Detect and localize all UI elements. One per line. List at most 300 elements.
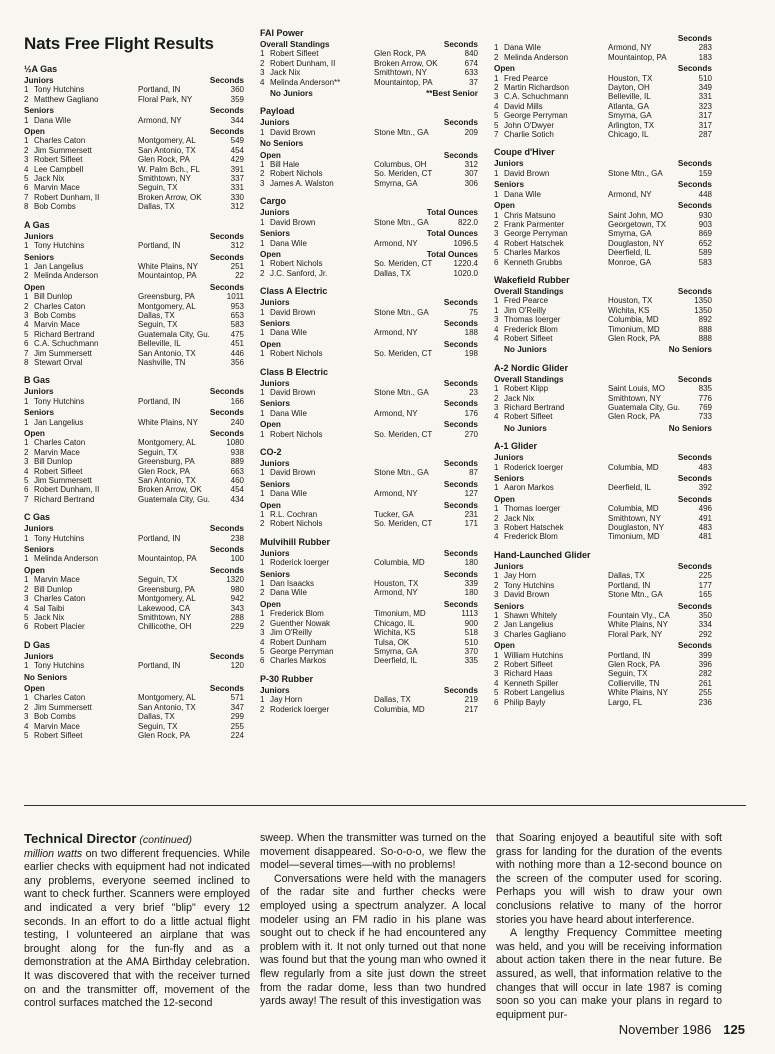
- result-row: [494, 630, 712, 639]
- result-row: [494, 669, 712, 678]
- place: 2: [260, 268, 265, 278]
- units-label: Seconds: [677, 286, 712, 296]
- class-header: [494, 562, 712, 571]
- result-row: [494, 611, 712, 620]
- score: 840: [464, 49, 478, 59]
- place: 1: [260, 349, 265, 359]
- hometown: Smyrna, GA: [374, 646, 418, 656]
- result-row: [24, 183, 244, 192]
- event-title: Class A Electric: [260, 286, 328, 297]
- place: 4: [494, 324, 499, 334]
- result-row: [24, 262, 244, 271]
- score: 312: [230, 202, 244, 212]
- hometown: San Antonio, TX: [138, 476, 196, 486]
- result-row: [494, 130, 712, 139]
- result-row: [260, 638, 478, 647]
- place: 3: [260, 628, 265, 638]
- score: 359: [230, 94, 244, 104]
- result-row: [260, 169, 478, 178]
- note-text: No Juniors: [504, 423, 547, 433]
- event-section: [260, 367, 478, 439]
- result-row: [24, 703, 244, 712]
- class-header: [24, 106, 244, 115]
- hometown: Stone Mtn., GA: [374, 127, 429, 137]
- units-label: Seconds: [443, 569, 478, 579]
- competitor-name: Bob Combs: [34, 202, 76, 212]
- result-row: [24, 302, 244, 311]
- result-row: [24, 339, 244, 348]
- score: 930: [698, 210, 712, 220]
- score: 889: [230, 457, 244, 467]
- result-row: [260, 218, 478, 227]
- result-row: [260, 695, 478, 704]
- place: 2: [24, 271, 29, 281]
- hometown: Douglaston, NY: [608, 238, 665, 248]
- hometown: Mountaintop, PA: [374, 77, 433, 87]
- competitor-name: Shawn Whitely: [504, 610, 557, 620]
- units-label: Seconds: [209, 76, 244, 85]
- result-row: [24, 495, 244, 504]
- place: 6: [24, 622, 29, 632]
- hometown: Floral Park, NY: [608, 629, 663, 639]
- note-right: No Seniors: [668, 345, 712, 355]
- score: 938: [230, 447, 244, 457]
- result-row: [24, 330, 244, 339]
- result-row: [260, 179, 478, 188]
- result-row: [260, 579, 478, 588]
- note-right: No Seniors: [668, 423, 712, 433]
- competitor-name: Jay Horn: [504, 571, 537, 581]
- units-label: Seconds: [677, 474, 712, 484]
- score: 653: [230, 310, 244, 320]
- place: 1: [494, 73, 499, 83]
- score: 733: [698, 412, 712, 422]
- score: 331: [230, 183, 244, 193]
- class-label: Open: [494, 494, 515, 504]
- class-header: [494, 159, 712, 168]
- competitor-name: Melinda Anderson: [34, 271, 99, 281]
- result-row: [24, 95, 244, 104]
- result-row: [24, 457, 244, 466]
- result-row: [24, 320, 244, 329]
- result-row: [494, 229, 712, 238]
- class-header: [494, 474, 712, 483]
- place: 5: [494, 688, 499, 698]
- units-label: Seconds: [443, 479, 478, 489]
- hometown: Monroe, GA: [608, 257, 652, 267]
- score: 1350: [694, 296, 712, 306]
- result-row: [24, 476, 244, 485]
- hometown: Columbia, MD: [608, 462, 659, 472]
- class-label: Open: [24, 429, 45, 438]
- place: 1: [260, 238, 265, 248]
- note-right: **Best Senior: [426, 89, 478, 99]
- competitor-name: Bill Dunlop: [34, 457, 73, 467]
- score: 251: [230, 261, 244, 271]
- result-row: [24, 202, 244, 211]
- place: 3: [260, 178, 265, 188]
- competitor-name: Jim Summersett: [34, 702, 92, 712]
- hometown: So. Meriden, CT: [374, 429, 433, 439]
- class-label: Open: [260, 150, 281, 160]
- score: 339: [464, 579, 478, 589]
- competitor-name: Robert Sifleet: [504, 412, 553, 422]
- class-label: Juniors: [24, 231, 54, 241]
- hometown: San Antonio, TX: [138, 348, 196, 358]
- result-row: [494, 403, 712, 412]
- class-label: Seniors: [24, 106, 55, 116]
- competitor-name: George Perryman: [504, 229, 568, 239]
- units-label: Seconds: [209, 127, 244, 137]
- units-label: Total Ounces: [426, 229, 478, 239]
- class-header: [260, 501, 478, 510]
- competitor-name: Jim O'Reilly: [270, 628, 312, 638]
- class-label: Open: [24, 282, 45, 292]
- result-row: [260, 308, 478, 317]
- result-row: [24, 712, 244, 721]
- result-row: [494, 463, 712, 472]
- result-row: [494, 83, 712, 92]
- result-row: [260, 409, 478, 418]
- place: 5: [24, 329, 29, 339]
- score: 317: [698, 120, 712, 130]
- result-row: [260, 510, 478, 519]
- score: 460: [230, 476, 244, 486]
- class-header: [24, 232, 244, 241]
- competitor-name: William Hutchins: [504, 650, 564, 660]
- score: 335: [464, 656, 478, 666]
- results-column-2: [260, 28, 478, 722]
- class-header: [494, 453, 712, 462]
- score: 219: [464, 695, 478, 705]
- competitor-name: Frank Parmenter: [504, 219, 565, 229]
- place: 1: [24, 85, 29, 95]
- result-row: [494, 688, 712, 697]
- class-label: Juniors: [260, 548, 290, 558]
- result-row: [260, 430, 478, 439]
- competitor-name: Thomas Ioerger: [504, 315, 561, 325]
- event-section: [260, 196, 478, 278]
- place: 1: [494, 571, 499, 581]
- competitor-name: Roderick Ioerger: [270, 558, 330, 568]
- class-label: Open: [494, 641, 515, 651]
- score: 330: [230, 192, 244, 202]
- place: 2: [260, 704, 265, 714]
- class-label: Juniors: [494, 453, 524, 463]
- result-row: [260, 259, 478, 268]
- result-row: [24, 418, 244, 427]
- hometown: Largo, FL: [608, 697, 643, 707]
- hometown: Chicago, IL: [374, 618, 415, 628]
- result-row: [494, 571, 712, 580]
- hometown: Nashville, TN: [138, 357, 186, 367]
- place: 1: [260, 217, 265, 227]
- place: 5: [494, 111, 499, 121]
- hometown: Georgetown, TX: [608, 219, 667, 229]
- competitor-name: David Brown: [504, 168, 550, 178]
- score: 454: [230, 485, 244, 495]
- place: 5: [24, 730, 29, 740]
- competitor-name: James A. Walston: [270, 178, 334, 188]
- score: 491: [698, 513, 712, 523]
- competitor-name: Jim Summersett: [34, 145, 92, 155]
- event-section: [24, 220, 244, 368]
- event-section: [494, 363, 712, 433]
- event-title: Cargo: [260, 196, 287, 207]
- score: 589: [698, 248, 712, 258]
- hometown: White Plains, NY: [608, 688, 669, 698]
- competitor-name: Dana Wile: [270, 238, 307, 248]
- units-label: Seconds: [443, 500, 478, 510]
- competitor-name: Aaron Markos: [504, 483, 554, 493]
- hometown: Dayton, OH: [608, 83, 650, 93]
- competitor-name: Dana Wile: [270, 328, 307, 338]
- score: 177: [698, 580, 712, 590]
- score: 299: [230, 712, 244, 722]
- place: 6: [494, 697, 499, 707]
- hometown: Glen Rock, PA: [608, 412, 660, 422]
- score: 349: [698, 83, 712, 93]
- competitor-name: Charles Markos: [504, 248, 561, 258]
- units-label: Total Ounces: [426, 249, 478, 259]
- result-note: [260, 89, 478, 98]
- hometown: Guatemala City, Gu.: [138, 329, 210, 339]
- units-label: Seconds: [209, 387, 244, 397]
- score: 434: [230, 494, 244, 504]
- competitor-name: Charles Caton: [34, 301, 86, 311]
- hometown: Armond, NY: [138, 115, 182, 125]
- place: 2: [24, 702, 29, 712]
- class-header: [260, 229, 478, 238]
- competitor-name: Dana Wile: [270, 588, 307, 598]
- score: 337: [230, 174, 244, 184]
- units-label: Seconds: [209, 408, 244, 418]
- competitor-name: Jack Nix: [504, 393, 535, 403]
- place: 1: [24, 241, 29, 251]
- result-row: [24, 604, 244, 613]
- result-row: [260, 705, 478, 714]
- place: 1: [260, 160, 265, 170]
- competitor-name: Fred Pearce: [504, 73, 549, 83]
- event-section: [494, 275, 712, 355]
- result-row: [24, 467, 244, 476]
- competitor-name: Bob Combs: [34, 310, 76, 320]
- place: 6: [24, 339, 29, 349]
- units-label: Seconds: [443, 548, 478, 558]
- result-row: [494, 258, 712, 267]
- place: 3: [494, 590, 499, 600]
- result-row: [494, 53, 712, 62]
- score: 900: [464, 618, 478, 628]
- class-header: [260, 298, 478, 307]
- place: 2: [260, 58, 265, 68]
- place: 1: [24, 533, 29, 543]
- result-row: [24, 693, 244, 702]
- competitor-name: Bob Combs: [34, 712, 76, 722]
- hometown: Armond, NY: [374, 489, 418, 499]
- competitor-name: Melinda Anderson**: [270, 77, 341, 87]
- competitor-name: C.A. Schuchmann: [504, 92, 569, 102]
- competitor-name: Marvin Mace: [34, 320, 80, 330]
- place: 5: [24, 476, 29, 486]
- result-row: [24, 554, 244, 563]
- score: 454: [230, 145, 244, 155]
- hometown: Stone Mtn., GA: [374, 307, 429, 317]
- competitor-name: Melinda Anderson: [504, 52, 569, 62]
- units-label: Total Ounces: [426, 208, 478, 218]
- competitor-name: Lee Campbell: [34, 164, 84, 174]
- result-row: [260, 609, 478, 618]
- score: 165: [698, 590, 712, 600]
- hometown: Portland, IN: [138, 85, 181, 95]
- competitor-name: Fred Pearce: [504, 296, 549, 306]
- results-column-1: [24, 34, 244, 748]
- class-label: Seniors: [494, 180, 525, 190]
- place: 1: [24, 417, 29, 427]
- hometown: Houston, TX: [374, 579, 419, 589]
- result-row: [260, 628, 478, 637]
- hometown: Seguin, TX: [138, 721, 178, 731]
- score: 1096.5: [453, 238, 478, 248]
- class-label: Seniors: [260, 229, 291, 239]
- score: 769: [698, 403, 712, 412]
- place: 3: [494, 523, 499, 533]
- units-label: Seconds: [443, 298, 478, 308]
- hometown: Greensburg, PA: [138, 584, 195, 594]
- class-header: [24, 566, 244, 575]
- event-title: FAI Power: [260, 28, 304, 38]
- event-title: Hand-Launched Glider: [494, 549, 591, 560]
- place: 7: [24, 192, 29, 202]
- result-row: [24, 594, 244, 603]
- hometown: Lakewood, CA: [138, 603, 191, 613]
- class-label: Overall Standings: [494, 374, 564, 384]
- score: 942: [230, 594, 244, 604]
- hometown: Wichita, KS: [608, 305, 650, 315]
- score: 240: [230, 417, 244, 427]
- hometown: Portland, IN: [138, 396, 181, 406]
- hometown: Dallas, TX: [138, 712, 175, 722]
- score: 317: [698, 111, 712, 121]
- score: 1020.0: [453, 268, 478, 278]
- competitor-name: Charles Markos: [270, 656, 327, 666]
- class-header: [24, 684, 244, 693]
- place: 1: [24, 396, 29, 406]
- hometown: San Antonio, TX: [138, 145, 196, 155]
- score: 343: [230, 603, 244, 613]
- article-paragraph: Conversations were held with the managers of the radar site and further checks were employed using a spectrum analyzer. A local modeler using an FM radio in his plane was sought out to check if he had encountered any problem with it. It not only turned out that none was found but that the young man who owned it flew regularly from a site just down the street from the radar dome, less than two hundred yards away! The result of this investigation was: [260, 872, 486, 1008]
- result-row: [260, 588, 478, 597]
- competitor-name: Jim Summersett: [34, 476, 92, 486]
- result-row: [260, 68, 478, 77]
- hometown: Seguin, TX: [608, 669, 648, 679]
- hometown: Seguin, TX: [138, 320, 178, 330]
- score: 633: [464, 68, 478, 78]
- hometown: Portland, IN: [138, 661, 181, 671]
- hometown: Belleville, IL: [138, 339, 181, 349]
- place: 6: [260, 656, 265, 666]
- class-label: Open: [260, 249, 281, 259]
- place: 1: [494, 43, 499, 53]
- result-note: [494, 345, 712, 354]
- place: 4: [24, 466, 29, 476]
- hometown: Timonium, MD: [608, 324, 660, 334]
- result-row: [494, 620, 712, 629]
- class-header: [494, 64, 712, 73]
- competitor-name: Roderick Ioerger: [270, 704, 330, 714]
- hometown: Glen Rock, PA: [608, 659, 660, 669]
- place: 4: [24, 603, 29, 613]
- place: 6: [494, 257, 499, 267]
- competitor-name: Robert Dunham, II: [270, 58, 336, 68]
- place: 3: [24, 712, 29, 722]
- hometown: Portland, IN: [608, 580, 651, 590]
- score: 483: [698, 523, 712, 533]
- score: 1320: [226, 575, 244, 585]
- place: 1: [494, 650, 499, 660]
- class-label: Open: [260, 500, 281, 510]
- class-label: Seniors: [260, 479, 291, 489]
- event-title: Mulvihill Rubber: [260, 536, 331, 547]
- event-title: C Gas: [24, 512, 51, 523]
- issue-date: November 1986: [618, 1022, 712, 1037]
- class-header: [24, 429, 244, 438]
- score: 323: [698, 101, 712, 111]
- note-text: No Juniors: [270, 89, 313, 99]
- score: 399: [698, 650, 712, 660]
- hometown: Mountaintop, PA: [608, 52, 667, 62]
- score: 869: [698, 229, 712, 239]
- competitor-name: Roderick Ioerger: [504, 462, 564, 472]
- competitor-name: Robert Sifleet: [270, 49, 319, 59]
- competitor-name: Jack Nix: [504, 513, 535, 523]
- result-row: [24, 155, 244, 164]
- score: 166: [230, 396, 244, 406]
- place: 2: [494, 659, 499, 669]
- units-label: Seconds: [209, 106, 244, 116]
- place: 1: [494, 210, 499, 220]
- score: 652: [698, 238, 712, 248]
- score: 188: [464, 328, 478, 338]
- score: 238: [230, 533, 244, 543]
- competitor-name: Jan Langelius: [34, 261, 84, 271]
- hometown: Portland, IN: [608, 650, 651, 660]
- class-header: [494, 201, 712, 210]
- score: 100: [230, 554, 244, 564]
- units-label: Seconds: [677, 201, 712, 211]
- class-label: No Seniors: [260, 139, 304, 149]
- result-row: [260, 128, 478, 137]
- hometown: Montgomery, AL: [138, 594, 196, 604]
- result-row: [24, 193, 244, 202]
- place: 8: [24, 357, 29, 367]
- place: 3: [260, 68, 265, 78]
- result-row: [260, 78, 478, 87]
- score: 120: [230, 661, 244, 671]
- result-row: [494, 102, 712, 111]
- result-row: [260, 388, 478, 397]
- hometown: Columbus, OH: [374, 160, 427, 170]
- units-label: Seconds: [209, 429, 244, 438]
- hometown: So. Meriden, CT: [374, 519, 433, 529]
- result-row: [260, 59, 478, 68]
- class-label: Open: [494, 64, 515, 74]
- score: 903: [698, 219, 712, 229]
- class-header: [260, 399, 478, 408]
- class-label: Seniors: [24, 252, 55, 262]
- result-row: [24, 534, 244, 543]
- hometown: Glen Rock, PA: [608, 333, 660, 343]
